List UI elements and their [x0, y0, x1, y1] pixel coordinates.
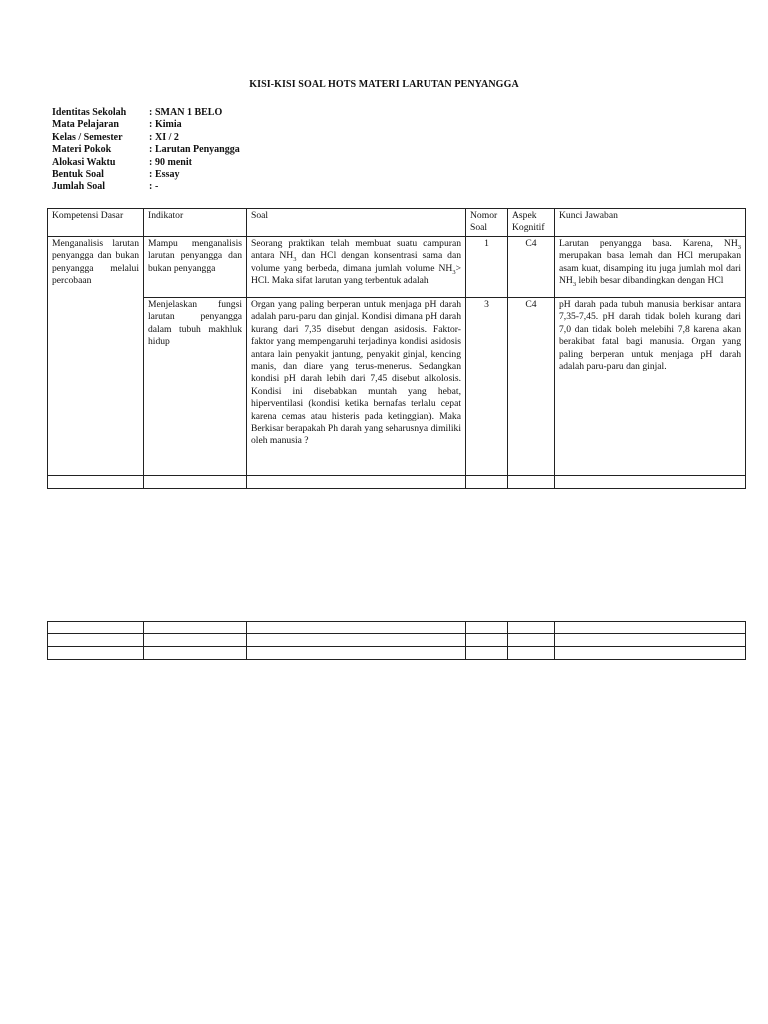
- identity-label: Identitas Sekolah: [52, 107, 127, 118]
- header-soal: Soal: [247, 209, 466, 237]
- identity-separator: :: [149, 107, 153, 118]
- identity-block: [52, 107, 240, 194]
- empty-cell: [247, 634, 466, 647]
- soal-text: > HCl. Maka sifat larutan yang terbentuk adalah: [251, 262, 461, 287]
- empty-cell: [466, 476, 508, 489]
- kompetensi-dasar-cell: Menganalisis larutan penyangga dan bukan penyangga melalui percobaan: [48, 237, 144, 476]
- soal-text: dan HCl dengan konsentrasi sama dan volume yang berbeda, dimana jumlah volume NH: [251, 250, 462, 274]
- empty-cell: [555, 634, 746, 647]
- empty-cell: [555, 622, 746, 634]
- empty-cell: [48, 476, 144, 489]
- identity-value: SMAN 1 BELO: [155, 107, 223, 118]
- identity-row: [52, 144, 240, 156]
- empty-cell: [555, 476, 746, 489]
- identity-label: Jumlah Soal: [52, 181, 106, 193]
- table-row: [48, 237, 746, 298]
- identity-row: [52, 169, 240, 181]
- subscript: 3: [293, 256, 297, 264]
- identity-value: Kimia: [155, 119, 182, 131]
- grid-table: [47, 208, 746, 489]
- empty-cell: [48, 647, 144, 660]
- empty-cell: [247, 647, 466, 660]
- empty-row: [48, 634, 746, 647]
- identity-separator: :: [149, 156, 153, 168]
- empty-cell: [508, 647, 555, 660]
- kunci-text: merupakan basa lemah dan HCl merupakan asam kuat, disamping itu juga jumlah mol dari NH: [559, 250, 741, 287]
- aspek-kognitif-cell: C4: [508, 237, 555, 298]
- identity-row: [52, 157, 240, 169]
- identity-row: [52, 107, 240, 119]
- empty-cell: [247, 622, 466, 634]
- aspek-kognitif-cell: C4: [508, 298, 555, 476]
- empty-cell: [508, 634, 555, 647]
- identity-value: 90 menit: [155, 156, 192, 168]
- header-nomor-soal: Nomor Soal: [466, 209, 508, 237]
- indikator-cell: Menjelaskan fungsi larutan penyangga dalam tubuh makhluk hidup: [144, 298, 247, 476]
- identity-row: [52, 119, 240, 131]
- empty-cell: [48, 622, 144, 634]
- empty-cell: [48, 634, 144, 647]
- nomor-soal-cell: 3: [466, 298, 508, 476]
- kunci-text: lebih besar dibandingkan dengan HCl: [576, 275, 724, 287]
- subscript: 3: [452, 268, 456, 276]
- subscript: 3: [737, 243, 741, 251]
- kunci-text: Larutan penyangga basa. Karena, NH: [559, 238, 738, 249]
- empty-cell: [508, 476, 555, 489]
- identity-value: -: [155, 181, 159, 193]
- identity-label: Alokasi Waktu: [52, 156, 116, 168]
- identity-label: Materi Pokok: [52, 144, 112, 156]
- blank-table: [47, 621, 746, 660]
- identity-separator: :: [149, 119, 153, 131]
- empty-cell: [144, 634, 247, 647]
- table-header-row: [48, 209, 746, 237]
- kunci-jawaban-cell: [555, 237, 746, 298]
- identity-value: XI / 2: [155, 131, 179, 143]
- table-row: [48, 298, 746, 476]
- soal-text: Seorang praktikan telah membuat suatu campuran antara NH: [251, 238, 461, 262]
- identity-label: Bentuk Soal: [52, 168, 104, 180]
- header-aspek-kognitif: Aspek Kognitif: [508, 209, 555, 237]
- header-kunci-jawaban: Kunci Jawaban: [555, 209, 746, 237]
- soal-cell: Organ yang paling berperan untuk menjaga pH darah adalah paru-paru dan ginjal. Kondisi dimana pH darah kurang dari 7,35 disebut dengan asidosis. Faktor-faktor yang mempengaruhi terjadinya kondisi asidosis antara lain penyakit jantung, penyakit ginjal, kencing manis, dan diare yang terus-menerus. Sedangkan kondisi pH darah lebih dari 7,45 disebut alkolosis. Kondisi ini disebabkan muntah yang hebat, hiperventilasi (kondisi ketika bernafas terlalu cepat karena cemas atau histeris pada ketinggian). Maka Berkisar berapakah Ph darah yang seharusnya dimiliki oleh manusia ?: [247, 298, 466, 476]
- identity-row: [52, 132, 240, 144]
- empty-cell: [144, 622, 247, 634]
- indikator-cell: Mampu menganalisis larutan penyangga dan bukan penyangga: [144, 237, 247, 298]
- empty-cell: [144, 476, 247, 489]
- identity-label: Mata Pelajaran: [52, 119, 119, 131]
- identity-value: Larutan Penyangga: [155, 144, 240, 156]
- identity-row: [52, 181, 240, 193]
- empty-cell: [466, 634, 508, 647]
- header-kompetensi-dasar: Kompetensi Dasar: [48, 209, 144, 237]
- empty-cell: [555, 647, 746, 660]
- kunci-jawaban-cell: pH darah pada tubuh manusia berkisar antara 7,35-7,45. pH darah tidak boleh kurang dari 7,0 dan tidak boleh melebihi 7,8 karena akan berakibat fatal bagi manusia. Organ yang paling berperan untuk menjaga pH darah adalah paru-paru dan ginjal.: [555, 298, 746, 476]
- identity-value: Essay: [155, 168, 180, 180]
- subscript: 3: [572, 281, 577, 289]
- empty-cell: [247, 476, 466, 489]
- empty-row: [48, 622, 746, 634]
- empty-row: [48, 647, 746, 660]
- empty-cell: [466, 622, 508, 634]
- empty-cell: [508, 622, 555, 634]
- identity-label: Kelas / Semester: [52, 131, 123, 143]
- header-indikator: Indikator: [144, 209, 247, 237]
- identity-separator: :: [149, 168, 153, 180]
- document-title: KISI-KISI SOAL HOTS MATERI LARUTAN PENYANGGA: [249, 79, 519, 90]
- identity-separator: :: [149, 131, 153, 143]
- empty-cell: [466, 647, 508, 660]
- soal-cell: [247, 237, 466, 298]
- empty-row: [48, 476, 746, 489]
- nomor-soal-cell: 1: [466, 237, 508, 298]
- identity-separator: :: [149, 181, 153, 193]
- empty-cell: [144, 647, 247, 660]
- identity-separator: :: [149, 144, 153, 156]
